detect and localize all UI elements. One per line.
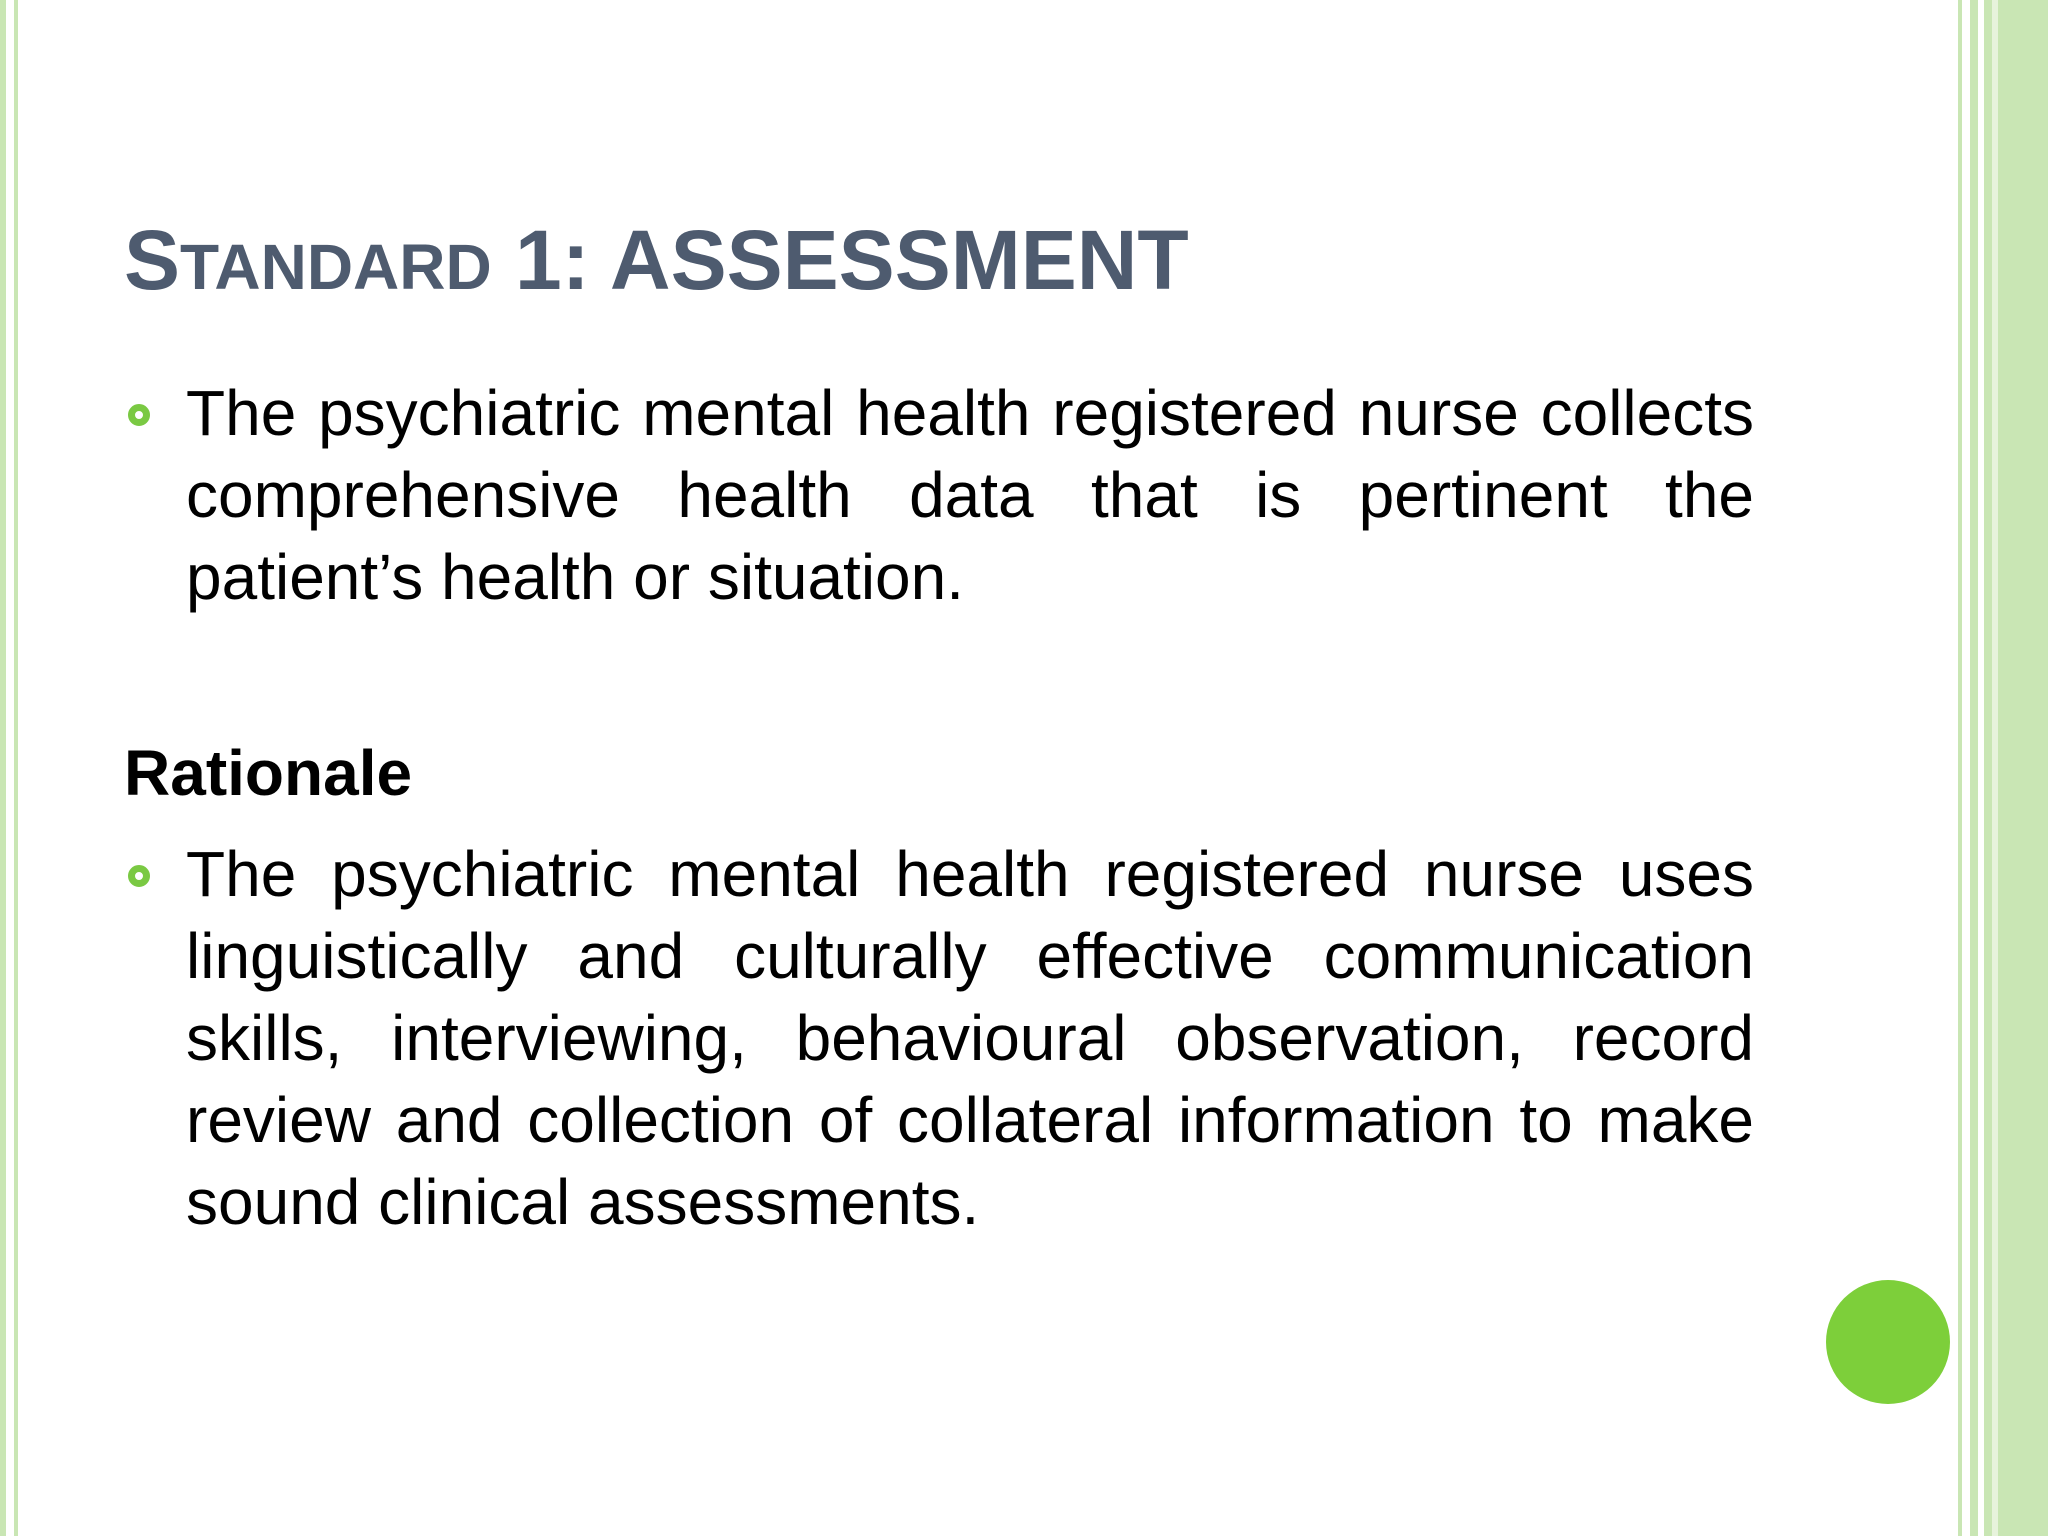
right-border-stripe [1958,0,1962,1536]
ring-bullet-icon [128,404,150,426]
left-border-line-inner [14,0,18,1536]
title-rest: 1: ASSESSMENT [491,213,1189,307]
left-border-line [0,0,6,1536]
bullet-text: The psychiatric mental health registered nurse uses linguistically and culturally effective communication skills, interviewing, behavioural observation, record review and collection of collateral information to make sound clinical assessments. [186,838,1754,1238]
right-border-stripe [1970,0,1978,1536]
bullet-item [124,372,1754,618]
decorative-circle [1826,1280,1950,1404]
bullet-text: The psychiatric mental health registered nurse collects comprehensive health data that is pertinent the patient’s health or situation. [186,377,1754,613]
bullet-item [124,833,1754,1243]
rationale-heading: Rationale [124,737,413,809]
title-small-caps: TANDARD [180,231,492,303]
right-border-stripe [1984,0,1992,1536]
right-border-band [1998,0,2048,1536]
slide-title [124,210,1189,317]
title-first-letter: S [124,213,181,307]
ring-bullet-icon [128,865,150,887]
